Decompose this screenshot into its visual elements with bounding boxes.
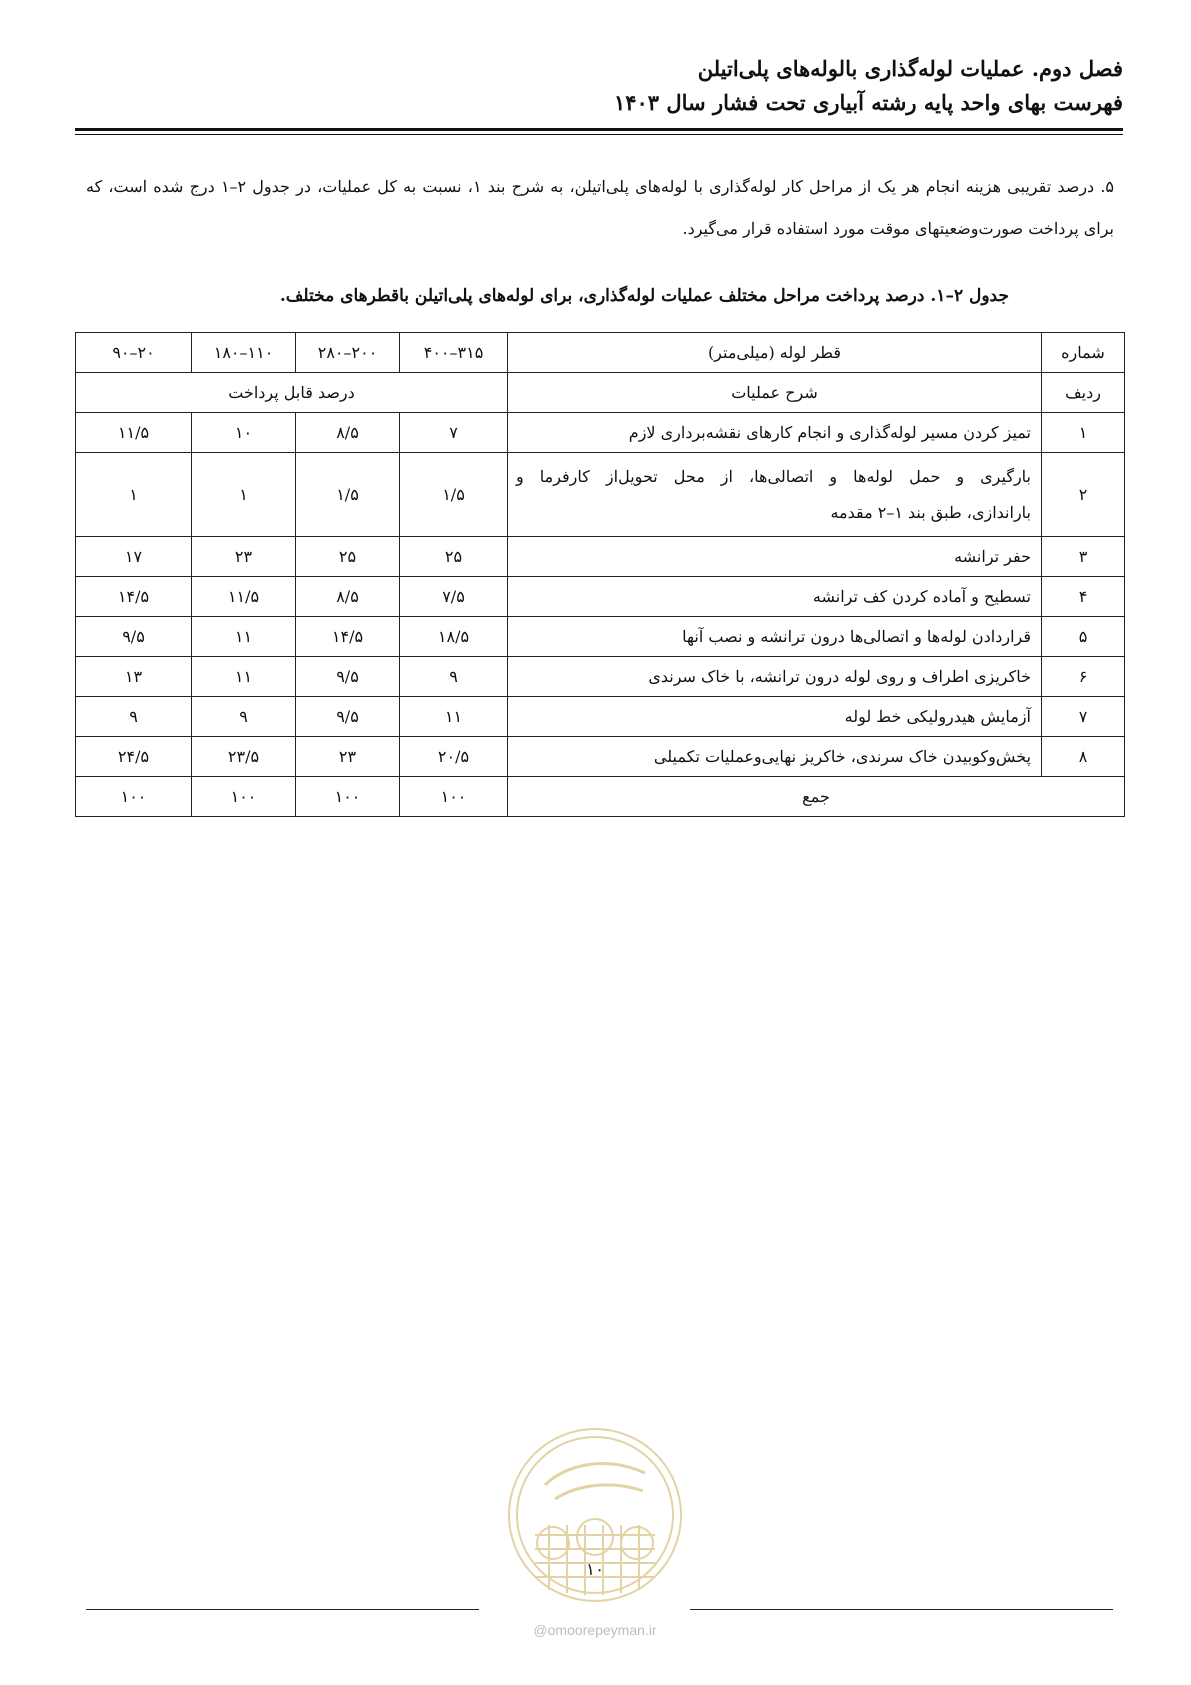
operation-description: قراردادن لوله‌ها و اتصالی‌ها درون ترانشه و نصب آنها <box>508 617 1042 657</box>
footer-divider-right <box>690 1609 1113 1610</box>
percent-cell: ۱ <box>76 453 192 537</box>
operation-description: تسطیح و آماده کردن کف ترانشه <box>508 577 1042 617</box>
table-row <box>76 697 1125 737</box>
diameter-range-header: ۱۱۰–۱۸۰ <box>192 333 296 373</box>
percent-cell: ۹/۵ <box>296 657 400 697</box>
percent-cell: ۹ <box>192 697 296 737</box>
percent-cell: ۱۳ <box>76 657 192 697</box>
header-divider-thick <box>75 128 1123 131</box>
table-subheader-row <box>76 373 1125 413</box>
percent-cell: ۸/۵ <box>296 577 400 617</box>
total-cell: ۱۰۰ <box>76 777 192 817</box>
row-number: ۸ <box>1042 737 1125 777</box>
table-caption: جدول ۲–۱. درصد پرداخت مراحل مختلف عملیات لوله‌گذاری، برای لوله‌های پلی‌اتیلن باقطرهای مختلف. <box>279 286 1009 306</box>
percent-cell: ۲۵ <box>296 537 400 577</box>
intro-paragraph: ۵. درصد تقریبی هزینه انجام هر یک از مراحل کار لوله‌گذاری با لوله‌های پلی‌اتیلن، به شرح بند ۱، نسبت به کل عملیات، در جدول ۲–۱ درج شده است، که برای پرداخت صورت‌وضعیتهای موقت مورد استفاده قرار می‌گیرد. <box>86 177 1115 238</box>
operation-description: حفر ترانشه <box>508 537 1042 577</box>
percent-cell: ۷ <box>400 413 508 453</box>
percent-cell: ۱۱ <box>400 697 508 737</box>
row-number: ۶ <box>1042 657 1125 697</box>
percent-cell: ۲۵ <box>400 537 508 577</box>
percent-cell: ۱۱/۵ <box>192 577 296 617</box>
payment-percentage-table <box>75 332 1125 817</box>
percent-cell: ۱۷ <box>76 537 192 577</box>
total-cell: ۱۰۰ <box>296 777 400 817</box>
percent-cell: ۱۴/۵ <box>296 617 400 657</box>
diameter-range-header: ۲۰–۹۰ <box>76 333 192 373</box>
diameter-range-header: ۲۰۰–۲۸۰ <box>296 333 400 373</box>
operation-description: خاکریزی اطراف و روی لوله درون ترانشه، با خاک سرندی <box>508 657 1042 697</box>
total-cell: ۱۰۰ <box>192 777 296 817</box>
percent-cell: ۷/۵ <box>400 577 508 617</box>
row-number-subheader: ردیف <box>1042 373 1125 413</box>
percent-cell: ۱/۵ <box>296 453 400 537</box>
operation-description <box>508 453 1042 537</box>
table-row <box>76 617 1125 657</box>
operation-description: تمیز کردن مسیر لوله‌گذاری و انجام کارهای نقشه‌برداری لازم <box>508 413 1042 453</box>
footer-website: @omoorepeyman.ir <box>533 1622 657 1638</box>
table-row <box>76 413 1125 453</box>
row-number: ۱ <box>1042 413 1125 453</box>
table-row <box>76 537 1125 577</box>
operation-description: پخش‌وکوبیدن خاک سرندی، خاکریز نهایی‌وعملیات تکمیلی <box>508 737 1042 777</box>
percent-cell: ۲۳ <box>296 737 400 777</box>
payable-percent-header: درصد قابل پرداخت <box>76 373 508 413</box>
price-list-title: فهرست بهای واحد پایه رشته آبیاری تحت فشار سال ۱۴۰۳ <box>613 90 1123 115</box>
page-number: ۱۰ <box>585 1560 605 1580</box>
total-cell: ۱۰۰ <box>400 777 508 817</box>
footer-divider-left <box>86 1609 479 1610</box>
row-number: ۲ <box>1042 453 1125 537</box>
row-number: ۳ <box>1042 537 1125 577</box>
percent-cell: ۱۰ <box>192 413 296 453</box>
percent-cell: ۹/۵ <box>76 617 192 657</box>
table-header-row <box>76 333 1125 373</box>
row-number-header: شماره <box>1042 333 1125 373</box>
row-number: ۷ <box>1042 697 1125 737</box>
percent-cell: ۱۱ <box>192 657 296 697</box>
percent-cell: ۲۳/۵ <box>192 737 296 777</box>
percent-cell: ۱۱/۵ <box>76 413 192 453</box>
percent-cell: ۱۱ <box>192 617 296 657</box>
percent-cell: ۲۰/۵ <box>400 737 508 777</box>
table-row <box>76 657 1125 697</box>
operation-description-line: بارگیری و حمل لوله‌ها و اتصالی‌ها، از محل تحویل‌از کارفرما و <box>516 466 1031 486</box>
table-row <box>76 577 1125 617</box>
row-number: ۴ <box>1042 577 1125 617</box>
chapter-title: فصل دوم. عملیات لوله‌گذاری بالوله‌های پلی‌اتیلن <box>697 56 1123 81</box>
table-row <box>76 737 1125 777</box>
percent-cell: ۱۴/۵ <box>76 577 192 617</box>
operation-description-line: باراندازی، طبق بند ۱–۲ مقدمه <box>830 502 1031 522</box>
table-total-row <box>76 777 1125 817</box>
page-header <box>75 52 1123 120</box>
row-number: ۵ <box>1042 617 1125 657</box>
operation-description: آزمایش هیدرولیکی خط لوله <box>508 697 1042 737</box>
percent-cell: ۲۳ <box>192 537 296 577</box>
percent-cell: ۹ <box>76 697 192 737</box>
total-label: جمع <box>508 777 1125 817</box>
percent-cell: ۹ <box>400 657 508 697</box>
percent-cell: ۲۴/۵ <box>76 737 192 777</box>
percent-cell: ۱۸/۵ <box>400 617 508 657</box>
percent-cell: ۸/۵ <box>296 413 400 453</box>
table-row <box>76 453 1125 537</box>
diameter-range-header: ۳۱۵–۴۰۰ <box>400 333 508 373</box>
operation-header: شرح عملیات <box>508 373 1042 413</box>
percent-cell: ۱ <box>192 453 296 537</box>
percent-cell: ۹/۵ <box>296 697 400 737</box>
percent-cell: ۱/۵ <box>400 453 508 537</box>
header-divider-thin <box>75 134 1123 135</box>
diameter-header: قطر لوله (میلی‌متر) <box>508 333 1042 373</box>
